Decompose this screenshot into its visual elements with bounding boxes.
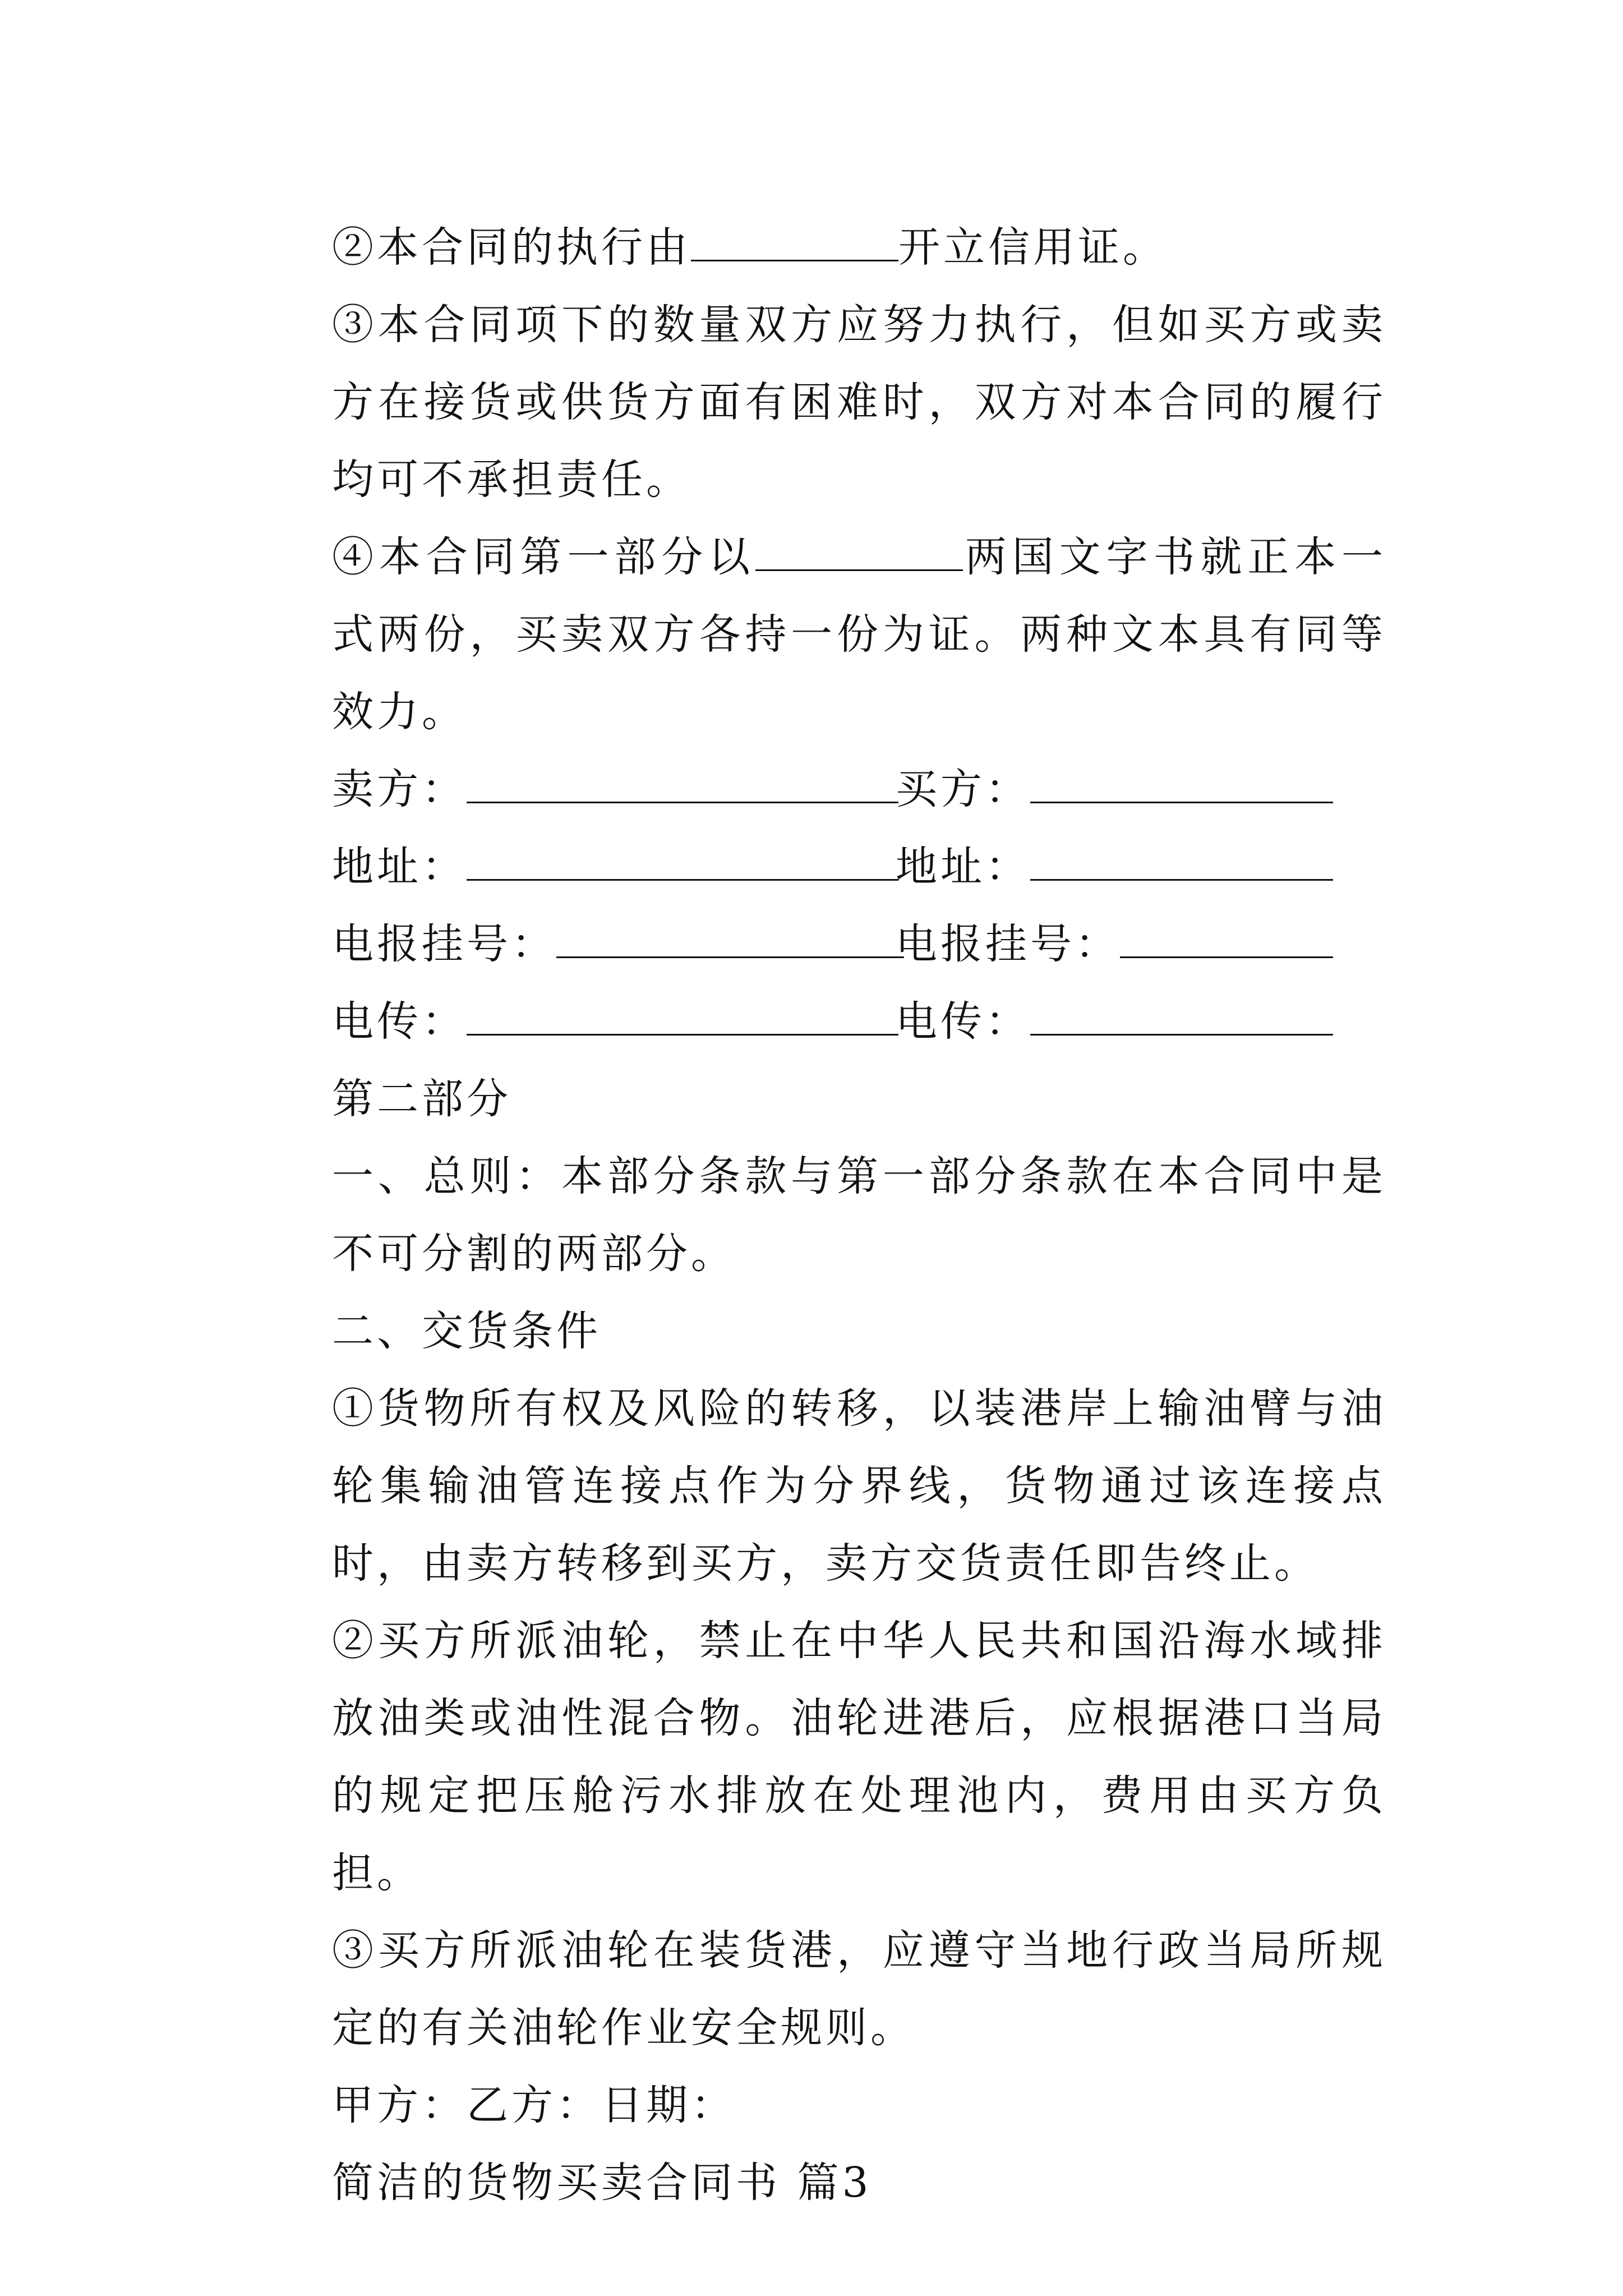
clause-general: 一、总则：本部分条款与第一部分条款在本合同中是不可分割的两部分。 [332,1152,1386,1278]
clause-letter-of-credit [248,209,1386,286]
seller-blank [467,765,898,803]
signature-row-telex [248,983,1386,1060]
address-right-label: 地址： [896,843,1030,891]
clause-text: ②本合同的执行由 [332,223,691,272]
clause-quantity: ③本合同项下的数量双方应努力执行，但如买方或卖方在接货或供货方面有困难时，双方对本合同的履行均可不承担责任。 [332,301,1386,504]
blank-line [755,532,963,571]
clause-delivery-1: ①货物所有权及风险的转移，以装港岸上输油臂与油轮集输油管连接点作为分界线，货物通过该连接点时，由卖方转移到买方，卖方交货责任即告终止。 [332,1384,1386,1588]
telex-left-label: 电传： [332,997,467,1046]
next-section-title: 简洁的货物买卖合同书 篇3 [332,2159,872,2207]
cable-left-blank [556,919,904,958]
buyer-blank [1030,765,1333,803]
clause-text: ④本合同第一部分以 [332,533,755,581]
telex-right-label: 电传： [896,997,1030,1046]
signature-row-cable [248,905,1386,983]
section-heading-part-two: 第二部分 [332,1075,511,1123]
document-body [248,209,1386,2221]
signature-row-party [248,751,1386,828]
clause-text: 两国文字书就正本一式两份，买卖双方各持一份为证。两种文本具有同等效力。 [332,533,1386,736]
clause-languages [248,518,1386,751]
cable-right-label: 电报挂号： [896,920,1120,968]
clause-delivery-3: ③买方所派油轮在装货港，应遵守当地行政当局所规定的有关油轮作业安全规则。 [332,1926,1386,2052]
seller-label: 卖方： [332,765,467,813]
signature-row-address [248,828,1386,905]
clause-text: 开立信用证。 [898,223,1168,272]
address-left-blank [467,842,898,881]
telex-left-blank [467,997,898,1036]
cable-right-blank [1120,919,1333,958]
blank-line [691,223,898,261]
cable-left-label: 电报挂号： [332,920,556,968]
address-left-label: 地址： [332,843,467,891]
address-right-blank [1030,842,1333,881]
closing-parties-date: 甲方：乙方：日期： [332,2081,736,2129]
clause-delivery-2: ②买方所派油轮，禁止在中华人民共和国沿海水域排放油类或油性混合物。油轮进港后，应根据港口当局的规定把压舱污水排放在处理池内，费用由买方负担。 [332,1617,1386,1897]
telex-right-blank [1030,997,1333,1036]
buyer-label: 买方： [896,765,1030,813]
section-heading-delivery: 二、交货条件 [332,1307,601,1355]
